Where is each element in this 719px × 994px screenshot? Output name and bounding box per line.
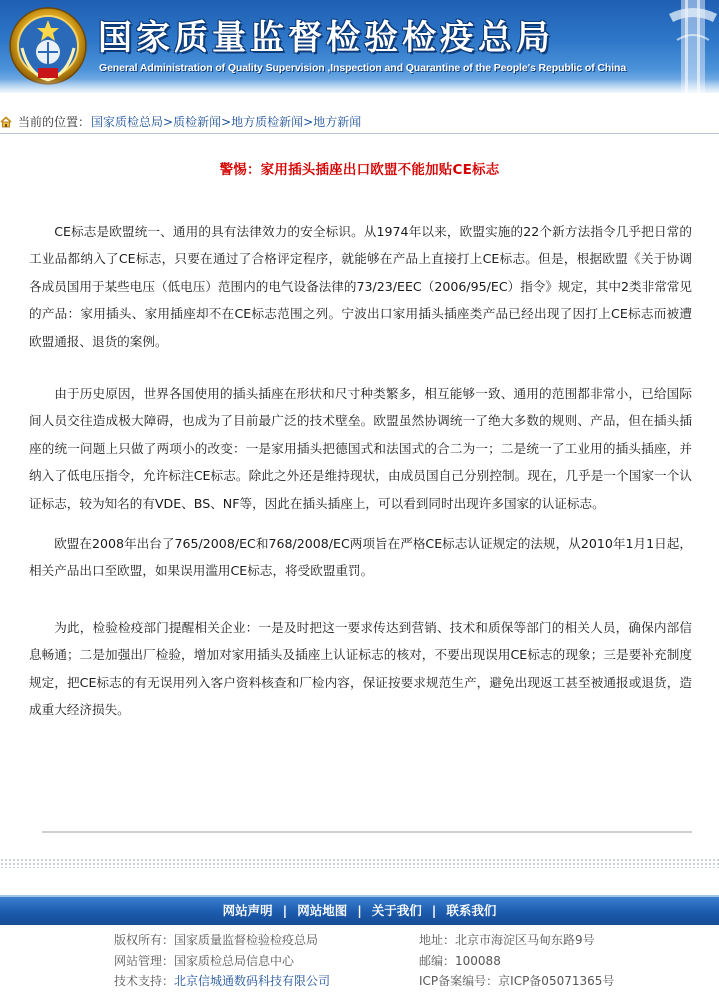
header-banner [0, 0, 719, 93]
breadcrumb-label: 当前的位置： [18, 115, 91, 129]
dotted-separator [0, 858, 719, 868]
footer-link-contact[interactable]: 联系我们 [446, 903, 497, 918]
footer-admin [114, 953, 294, 969]
copyright-value: 国家质量监督检验检疫总局 [174, 933, 319, 947]
footer-info [0, 926, 719, 994]
footer-icp [419, 973, 614, 989]
footer-nav-separator: | [282, 903, 288, 918]
article-paragraph: CE标志是欧盟统一、通用的具有法律效力的安全标识。从1974年以来，欧盟实施的22个新方法指令几乎把日常的工业品都纳入了CE标志，只要在通过了合格评定程序，就能够在产品上直接打上CE标志。但是，根据欧盟《关于协调各成员国用于某些电压（低电压）范围内的电气设备法律的73/23/EEC（2006/95/EC）指令》规定，其中2类非常常见的产品：家用插头、家用插座却不在CE标志范围之列。宁波出口家用插头插座类产品已经出现了因打上CE标志而被遭欧盟通报、退货的案例。 [29, 224, 692, 349]
admin-label: 网站管理： [114, 954, 175, 968]
footer-tech-support [114, 973, 330, 989]
footer-link-sitemap[interactable]: 网站地图 [297, 903, 348, 918]
article-body [29, 218, 692, 724]
footer-postcode [419, 953, 501, 969]
admin-value: 国家质检总局信息中心 [174, 954, 295, 968]
footer-link-statement[interactable]: 网站声明 [222, 903, 273, 918]
home-icon [0, 116, 12, 128]
breadcrumb-links [91, 110, 361, 134]
footer-copyright [114, 932, 318, 948]
site-title: 国家质量监督检验检疫总局 [98, 18, 554, 58]
postcode-value: 100088 [455, 954, 501, 968]
content-divider [42, 831, 692, 833]
breadcrumb-link-news[interactable]: 质检新闻 [173, 115, 222, 129]
pillar-decoration [667, 0, 719, 93]
postcode-label: 邮编： [419, 954, 456, 968]
breadcrumb-link-local-news[interactable]: 地方新闻 [313, 115, 362, 129]
breadcrumb-separator: > [303, 115, 314, 129]
footer-link-about[interactable]: 关于我们 [371, 903, 422, 918]
tech-label: 技术支持： [114, 974, 175, 988]
icp-label: ICP备案编号： [419, 974, 499, 988]
article-paragraph: 为此，检验检疫部门提醒相关企业：一是及时把这一要求传达到营销、技术和质保等部门的相关人员，确保内部信息畅通；二是加强出厂检验，增加对家用插头及插座上认证标志的核对，不要出现误用CE标志的现象；三是要补充制度规定，把CE标志的有无误用列入客户资料核查和厂检内容，保证按要求规范生产，避免出现返工甚至被通报或退货，造成重大经济损失。 [29, 619, 692, 718]
breadcrumb-separator: > [221, 115, 232, 129]
address-label: 地址： [419, 933, 456, 947]
breadcrumb-separator: > [163, 115, 174, 129]
article-paragraph: 欧盟在2008年出台了765/2008/EC和768/2008/EC两项旨在严格CE标志认证规定的法规，从2010年1月1日起，相关产品出口至欧盟，如果误用滥用CE标志，将受欧盟重罚。 [29, 536, 692, 579]
breadcrumb-link-local-qc-news[interactable]: 地方质检新闻 [231, 115, 304, 129]
article-title: 警惕：家用插头插座出口欧盟不能加贴CE标志 [219, 162, 500, 178]
tech-support-link[interactable]: 北京信城通数码科技有限公司 [174, 974, 331, 988]
emblem-logo [8, 4, 88, 88]
breadcrumb [0, 110, 719, 134]
breadcrumb-link-aqsiq[interactable]: 国家质检总局 [91, 115, 164, 129]
footer-nav-separator: | [431, 903, 437, 918]
footer-nav [0, 895, 719, 925]
site-subtitle: General Administration of Quality Supervision ,Inspection and Quarantine of the People's Republic of China [99, 62, 627, 74]
footer-address [419, 932, 595, 948]
article-paragraph: 由于历史原因，世界各国使用的插头插座在形状和尺寸种类繁多，相互能够一致、通用的范围都非常小，已给国际间人员交往造成极大障碍，也成为了目前最广泛的技术壁垒。欧盟虽然协调统一了绝大多数的规则、产品，但在插头插座的统一问题上只做了两项小的改变：一是家用插头把德国式和法国式的合二为一；二是统一了工业用的插头插座，并纳入了低电压指令，允许标注CE标志。除此之外还是维持现状，由成员国自己分别控制。现在，几乎是一个国家一个认证标志，较为知名的有VDE、BS、NF等，因此在插头插座上，可以看到同时出现许多国家的认证标志。 [29, 386, 692, 511]
address-value: 北京市海淀区马甸东路9号 [455, 933, 595, 947]
copyright-label: 版权所有： [114, 933, 175, 947]
footer-nav-separator: | [357, 903, 362, 918]
icp-value: 京ICP备05071365号 [498, 974, 615, 988]
